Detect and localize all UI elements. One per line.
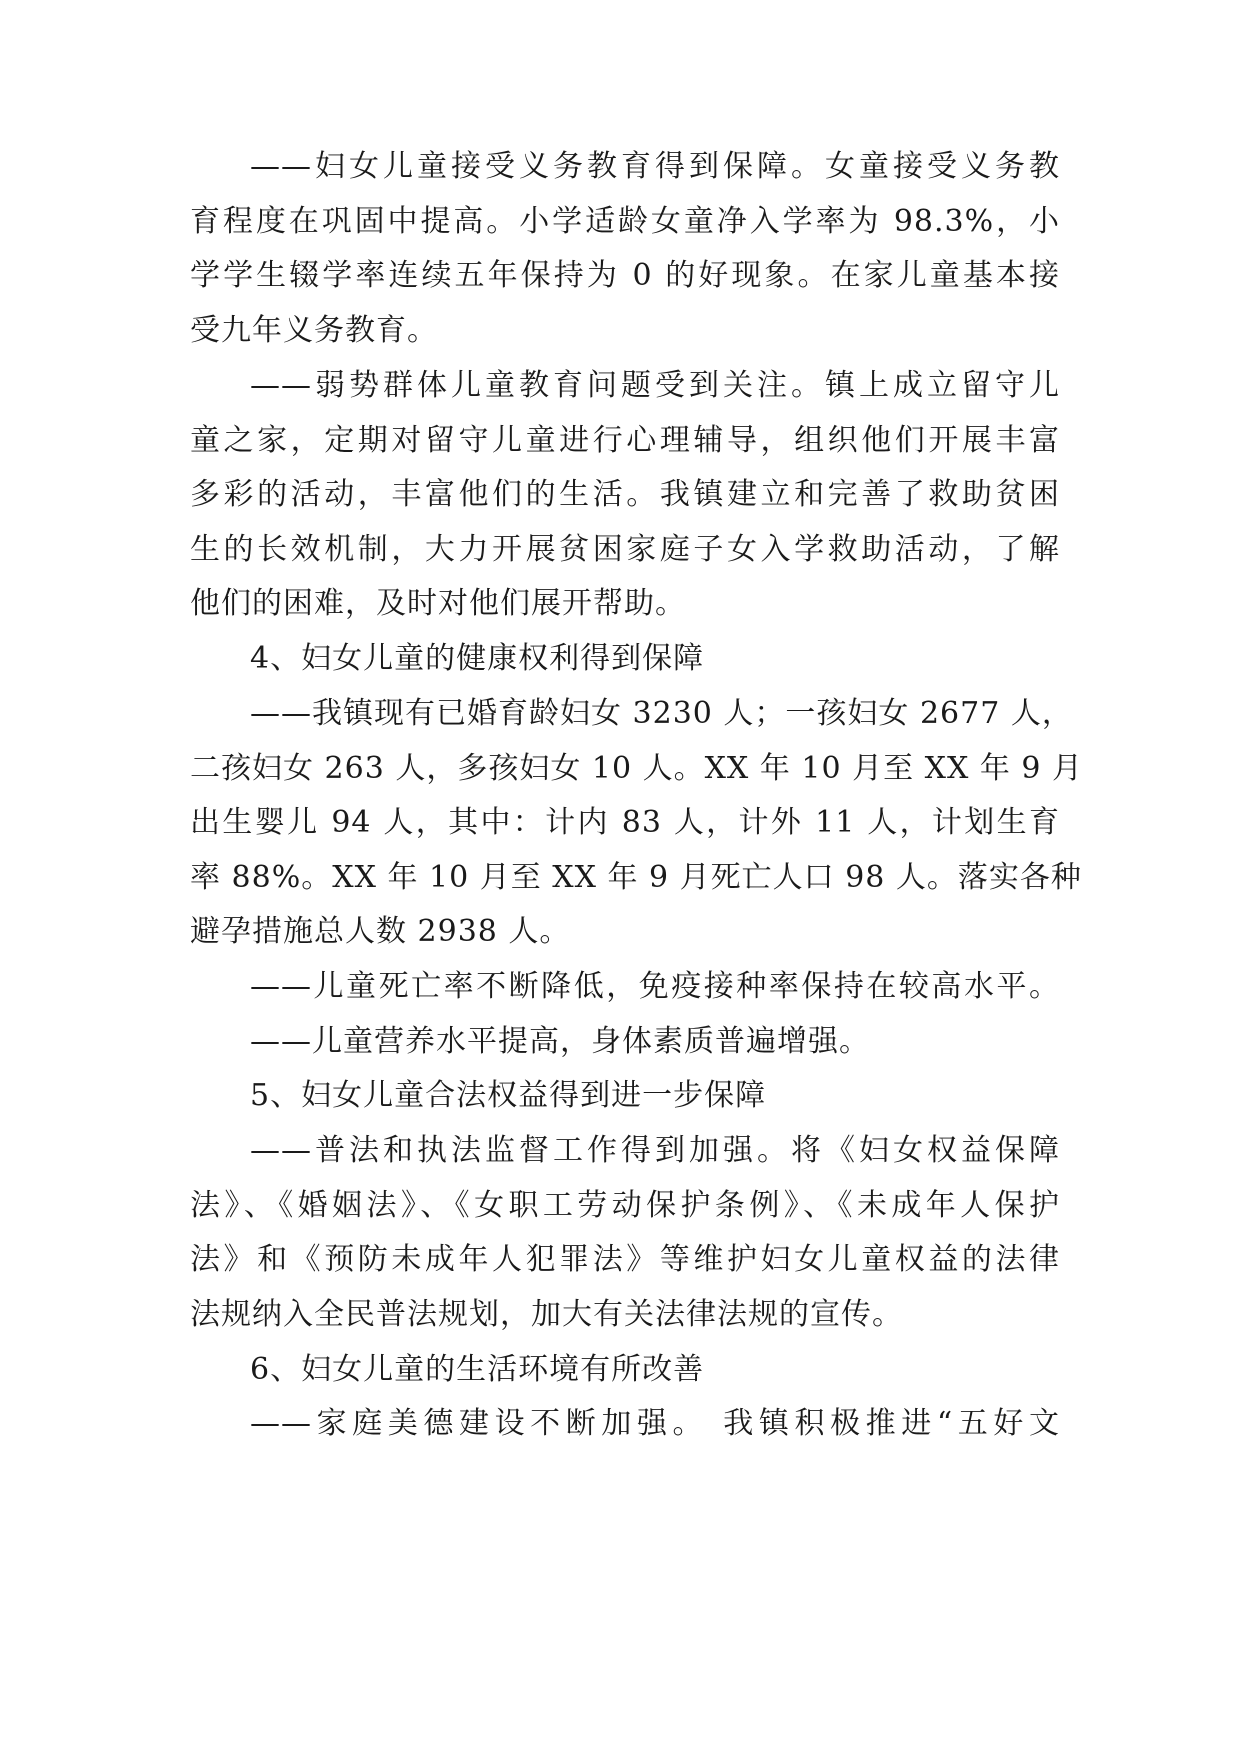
paragraph-line: 育程度在巩固中提高。小学适龄女童净入学率为 98.3%，小 — [190, 204, 1060, 239]
paragraph-line: ——妇女儿童接受义务教育得到保障。女童接受义务教 — [250, 149, 1060, 184]
paragraph-line: 出生婴儿 94 人，其中：计内 83 人，计外 11 人，计划生育 — [190, 805, 1060, 840]
paragraph-line: 他们的困难，及时对他们展开帮助。 — [190, 586, 686, 621]
paragraph-line: 法规纳入全民普法规划，加大有关法律法规的宣传。 — [190, 1297, 903, 1332]
paragraph-line: 法》、《婚姻法》、《女职工劳动保护条例》、《未成年人保护 — [190, 1188, 1060, 1223]
paragraph-line: 避孕措施总人数 2938 人。 — [190, 914, 571, 949]
paragraph-line: ——我镇现有已婚育龄妇女 3230 人；一孩妇女 2677 人， — [250, 696, 1073, 731]
section-heading: 6、妇女儿童的生活环境有所改善 — [250, 1352, 705, 1387]
paragraph-line: 法》和《预防未成年人犯罪法》等维护妇女儿童权益的法律 — [190, 1242, 1060, 1277]
paragraph-line: 童之家，定期对留守儿童进行心理辅导，组织他们开展丰富 — [190, 423, 1060, 458]
paragraph-line: ——普法和执法监督工作得到加强。将《妇女权益保障 — [250, 1133, 1060, 1168]
paragraph-line: ——儿童死亡率不断降低，免疫接种率保持在较高水平。 — [250, 969, 1060, 1004]
paragraph-line: 二孩妇女 263 人，多孩妇女 10 人。XX 年 10 月至 XX 年 9 月 — [190, 751, 1084, 786]
paragraph-line: 率 88%。XX 年 10 月至 XX 年 9 月死亡人口 98 人。落实各种 — [190, 860, 1082, 895]
section-heading: 5、妇女儿童合法权益得到进一步保障 — [250, 1078, 767, 1113]
paragraph-line: 受九年义务教育。 — [190, 313, 438, 348]
paragraph-line: ——家庭美德建设不断加强。 我镇积极推进“五好文 — [250, 1406, 1060, 1441]
section-heading: 4、妇女儿童的健康权利得到保障 — [250, 641, 705, 676]
paragraph-line: 生的长效机制，大力开展贫困家庭子女入学救助活动，了解 — [190, 532, 1060, 567]
paragraph-line: ——儿童营养水平提高，身体素质普遍增强。 — [250, 1024, 870, 1059]
paragraph-line: 学学生辍学率连续五年保持为 0 的好现象。在家儿童基本接 — [190, 258, 1060, 293]
paragraph-line: 多彩的活动，丰富他们的生活。我镇建立和完善了救助贫困 — [190, 477, 1060, 512]
paragraph-line: ——弱势群体儿童教育问题受到关注。镇上成立留守儿 — [250, 368, 1060, 403]
